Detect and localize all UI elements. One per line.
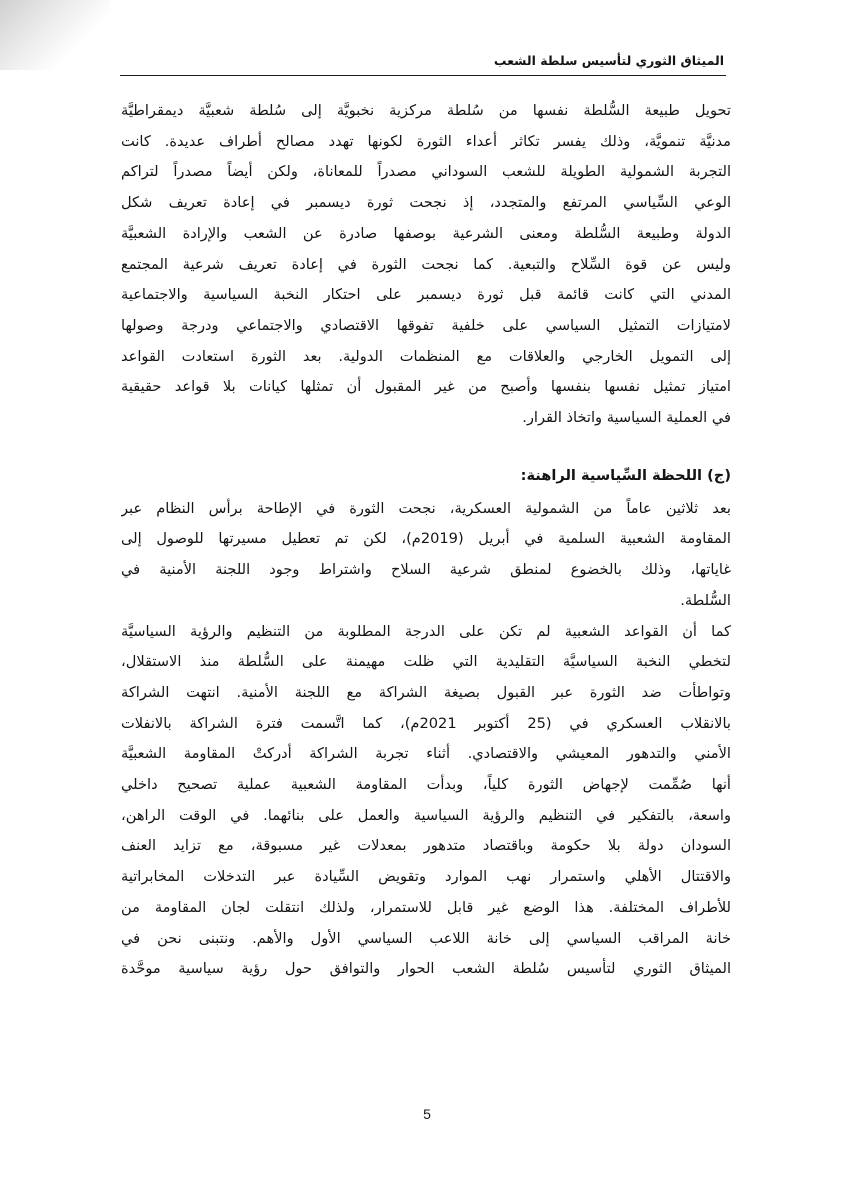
text-line: التجربة الشمولية الطويلة للشعب السوداني مصدراً للمعاناة، ولكن أيضاً مصدراً لتراكم — [121, 163, 731, 181]
text-line: خانة المراقب السياسي إلى خانة اللاعب السياسي الأول والأهم. ونتبنى نحن في — [121, 929, 731, 947]
text-line: أنها صُمِّمت لإجهاض الثورة كلياً، وبدأت المقاومة الشعبية عملية تصحيح داخلي — [121, 776, 731, 794]
paragraph — [121, 617, 731, 985]
paragraph — [121, 494, 731, 617]
text-line: كما أن القواعد الشعبية لم تكن على الدرجة المطلوبة من التنظيم والرؤية السياسيَّة — [121, 622, 731, 640]
text-line: وتواطأت ضد الثورة عبر القبول بصيغة الشراكة مع اللجنة الأمنية. انتهت الشراكة — [121, 683, 731, 701]
text-line: للأطراف المختلفة. هذا الوضع غير قابل للاستمرار، ولذلك انتقلت لجان المقاومة من — [121, 898, 731, 916]
text-line: والاقتتال الأهلي واستمرار نهب الموارد وتقويض السِّيادة عبر التدخلات المخابراتية — [121, 868, 731, 886]
text-line: تحويل طبيعة السُّلطة نفسها من سُلطة مركزية نخبويَّة إلى سُلطة شعبيَّة ديمقراطيَّة — [121, 102, 731, 119]
text-line: في العملية السياسية واتخاذ القرار. — [522, 409, 731, 427]
text-line: وليس عن قوة السِّلاح والتبعية. كما نجحت الثورة في إعادة تعريف شرعية المجتمع — [121, 255, 731, 273]
text-line: بالانقلاب العسكري في (25 أكتوبر 2021م)، كما اتَّسمت فترة الشراكة بالانفلات — [121, 714, 731, 732]
text-line: الميثاق الثوري لتأسيس سُلطة الشعب الحوار والتوافق حول رؤية سياسية موحَّدة — [121, 960, 731, 978]
text-line: السودان دولة بلا حكومة وباقتصاد متدهور بمعدلات غير مسبوقة، مع تزايد العنف — [121, 837, 731, 855]
text-line: المدني التي كانت قائمة قبل ثورة ديسمبر على احتكار النخبة السياسية والاجتماعية — [121, 286, 731, 304]
page-number: 5 — [423, 1106, 431, 1122]
section-heading: (ج) اللحظة السِّياسية الراهنة: — [520, 466, 731, 484]
text-line: واسعة، بالتفكير في التنظيم والرؤية السياسية والعمل على بنائهما. في الوقت الراهن، — [121, 806, 731, 824]
text-line: الوعي السِّياسي المرتفع والمتجدد، إذ نجحت ثورة ديسمبر في إعادة تعريف شكل — [121, 194, 731, 212]
text-line: الأمني والتدهور المعيشي والاقتصادي. أثناء تجربة الشراكة أدركتْ المقاومة الشعبيَّة — [121, 745, 731, 763]
body-text — [121, 96, 731, 985]
text-line: امتياز تمثيل نفسها بنفسها وأصبح من غير المقبول أن تمثلها كيانات بلا قواعد حقيقية — [121, 378, 731, 396]
text-line: المقاومة الشعبية السلمية في أبريل (2019م)، لكن تم تعطيل مسيرتها للوصول إلى — [121, 530, 731, 548]
text-line: الدولة وطبيعة السُّلطة ومعنى الشرعية بوصفها صادرة عن الشعب والإرادة الشعبيَّة — [121, 224, 731, 242]
text-line: مدنيَّة تنمويَّة، وذلك يفسر تكاثر أعداء الثورة لكونها تهدد مصالح أطراف عديدة. كانت — [121, 132, 731, 150]
text-line: لامتيازات التمثيل السياسي على خلفية تفوقها الاقتصادي والاجتماعي ودرجة وصولها — [121, 316, 731, 334]
header-rule — [120, 75, 726, 76]
page-curl-shadow — [0, 0, 110, 70]
paragraph-gap — [121, 434, 731, 458]
paragraph — [121, 96, 731, 434]
text-line: غاياتها، وذلك بالخضوع لمنطق شرعية السلاح واشتراط وجود اللجنة الأمنية في — [121, 561, 731, 579]
running-header: الميثاق الثوري لتأسيس سلطة الشعب — [493, 53, 724, 68]
text-line: بعد ثلاثين عاماً من الشمولية العسكرية، نجحت الثورة في الإطاحة برأس النظام عبر — [121, 499, 731, 517]
text-line: لتخطي النخبة السياسيَّة التقليدية التي ظلت مهيمنة على السُّلطة منذ الاستقلال، — [121, 653, 731, 671]
text-line: إلى التمويل الخارجي والعلاقات مع المنظمات الدولية. بعد الثورة استعادت القواعد — [121, 347, 731, 365]
text-line: السُّلطة. — [680, 591, 731, 609]
